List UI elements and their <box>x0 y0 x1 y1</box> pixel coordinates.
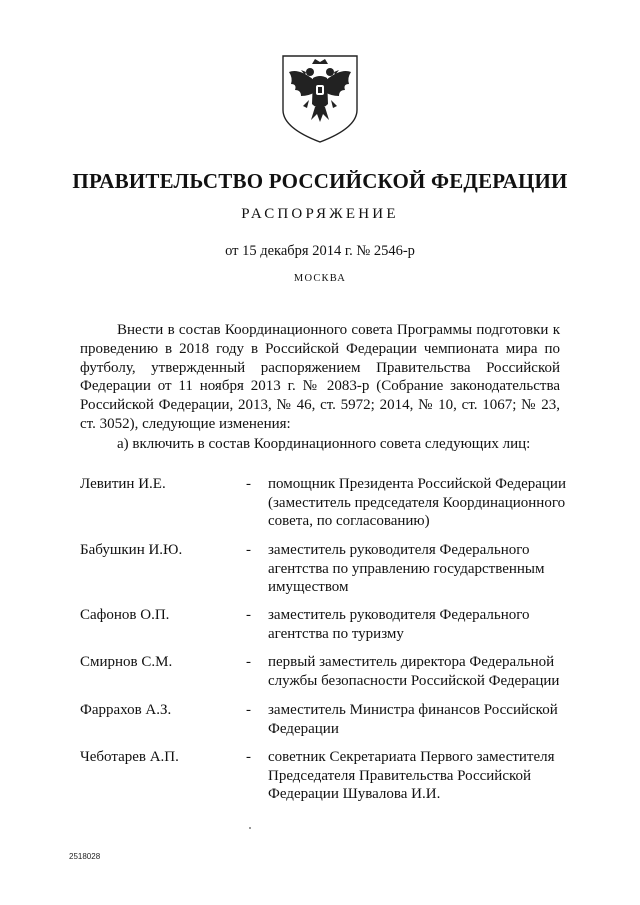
scan-dot <box>249 827 251 829</box>
member-role: первый заместитель директора Федеральной службы безопасности Российской Федерации <box>268 654 560 689</box>
member-dash: - <box>246 607 251 623</box>
member-role: помощник Президента Российской Федерации (заместитель председателя Координационного совета, по согласованию) <box>268 476 566 530</box>
member-dash: - <box>246 476 251 492</box>
member-role: заместитель руководителя Федерального агентства по управлению государственным имуществом <box>268 542 545 596</box>
member-dash: - <box>246 542 251 558</box>
member-name: Левитин И.Е. <box>80 476 166 492</box>
government-title: ПРАВИТЕЛЬСТВО РОССИЙСКОЙ ФЕДЕРАЦИИ <box>72 169 568 193</box>
member-role: заместитель руководителя Федерального агентства по туризму <box>268 607 530 642</box>
member-dash: - <box>246 749 251 765</box>
coat-of-arms-icon <box>279 52 361 144</box>
main-paragraph: Внести в состав Координационного совета Программы подготовки к проведению в 2018 году в Российской Федерации чемпионата мира по футболу, утвержденный распоряжением Правительства Российской Федерации от 11 ноября 2013 г. № 2083-р (Собрание законодательства Российской Федерации, 2013, № 46, ст. 5972; 2014, № 10, ст. 1067; № 23, ст. 3052), следующие изменения: <box>80 322 560 432</box>
member-name: Смирнов С.М. <box>80 654 173 670</box>
member-name: Сафонов О.П. <box>80 607 170 623</box>
member-name: Чеботарев А.П. <box>80 749 179 765</box>
subitem-a: а) включить в состав Координационного совета следующих лиц: <box>117 436 531 452</box>
document-city: МОСКВА <box>293 273 347 284</box>
member-name: Фаррахов А.З. <box>80 702 172 718</box>
member-name: Бабушкин И.Ю. <box>80 542 183 558</box>
document-date-number: от 15 декабря 2014 г. № 2546-р <box>225 243 415 259</box>
member-dash: - <box>246 654 251 670</box>
member-dash: - <box>246 702 251 718</box>
document-code: 2518028 <box>69 852 101 861</box>
document-type: РАСПОРЯЖЕНИЕ <box>241 206 399 222</box>
member-role: заместитель Министра финансов Российской Федерации <box>268 702 558 737</box>
member-role: советник Секретариата Первого заместителя Председателя Правительства Российской Федерации Шувалова И.И. <box>268 749 555 803</box>
